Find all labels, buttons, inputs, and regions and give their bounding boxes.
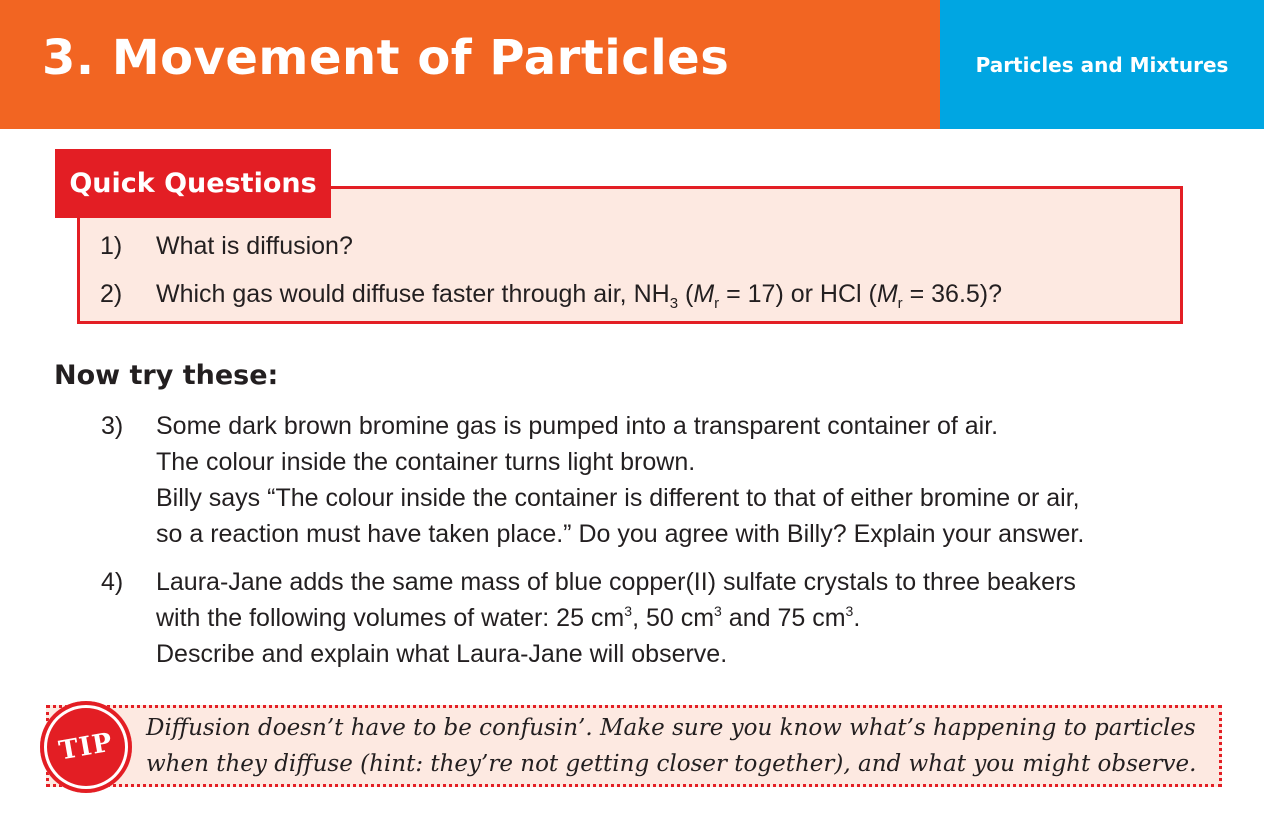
question-3-line: Some dark brown bromine gas is pumped into a transparent container of air.: [156, 412, 999, 440]
now-try-heading: Now try these:: [54, 360, 279, 391]
section-label: Particles and Mixtures: [975, 52, 1229, 77]
question-4-line: Describe and explain what Laura-Jane will observe.: [156, 640, 728, 668]
question-text: Which gas would diffuse faster through air, $NH_3$ $(M_r = 17)$ or HCl $(M_r = 36.5)$?: [156, 280, 1003, 312]
page-title: 3. Movement of Particles: [42, 30, 730, 86]
question-4-line: with the following volumes of water: 25 $cm^3$, 50 $cm^3$ and 75 $cm^3$.: [156, 603, 861, 632]
section-tab: [940, 0, 1264, 129]
question-3-line: so a reaction must have taken place.” Do you agree with Billy? Explain your answer.: [156, 520, 1085, 548]
question-3-line: Billy says “The colour inside the container is different to that of either bromine or air,: [156, 484, 1080, 512]
question-3-line: The colour inside the container turns light brown.: [156, 448, 696, 476]
question-4-number: 4): [101, 568, 124, 596]
question-4-line: Laura-Jane adds the same mass of blue copper(II) sulfate crystals to three beakers: [156, 568, 1076, 596]
tip-badge-label: TIP: [56, 727, 116, 767]
quick-questions-label: Quick Questions: [55, 149, 331, 218]
question-3-number: 3): [101, 412, 124, 440]
tip-text-line: Diffusion doesn’t have to be confusin’. Make sure you know what’s happening to particles: [146, 715, 1196, 741]
question-number: 1): [100, 232, 123, 260]
tip-text-line: when they diffuse (hint: they’re not getting closer together), and what you might observe.: [146, 751, 1197, 777]
question-text: What is diffusion?: [156, 232, 353, 260]
question-number: 2): [100, 280, 123, 308]
tip-badge: [40, 701, 132, 793]
